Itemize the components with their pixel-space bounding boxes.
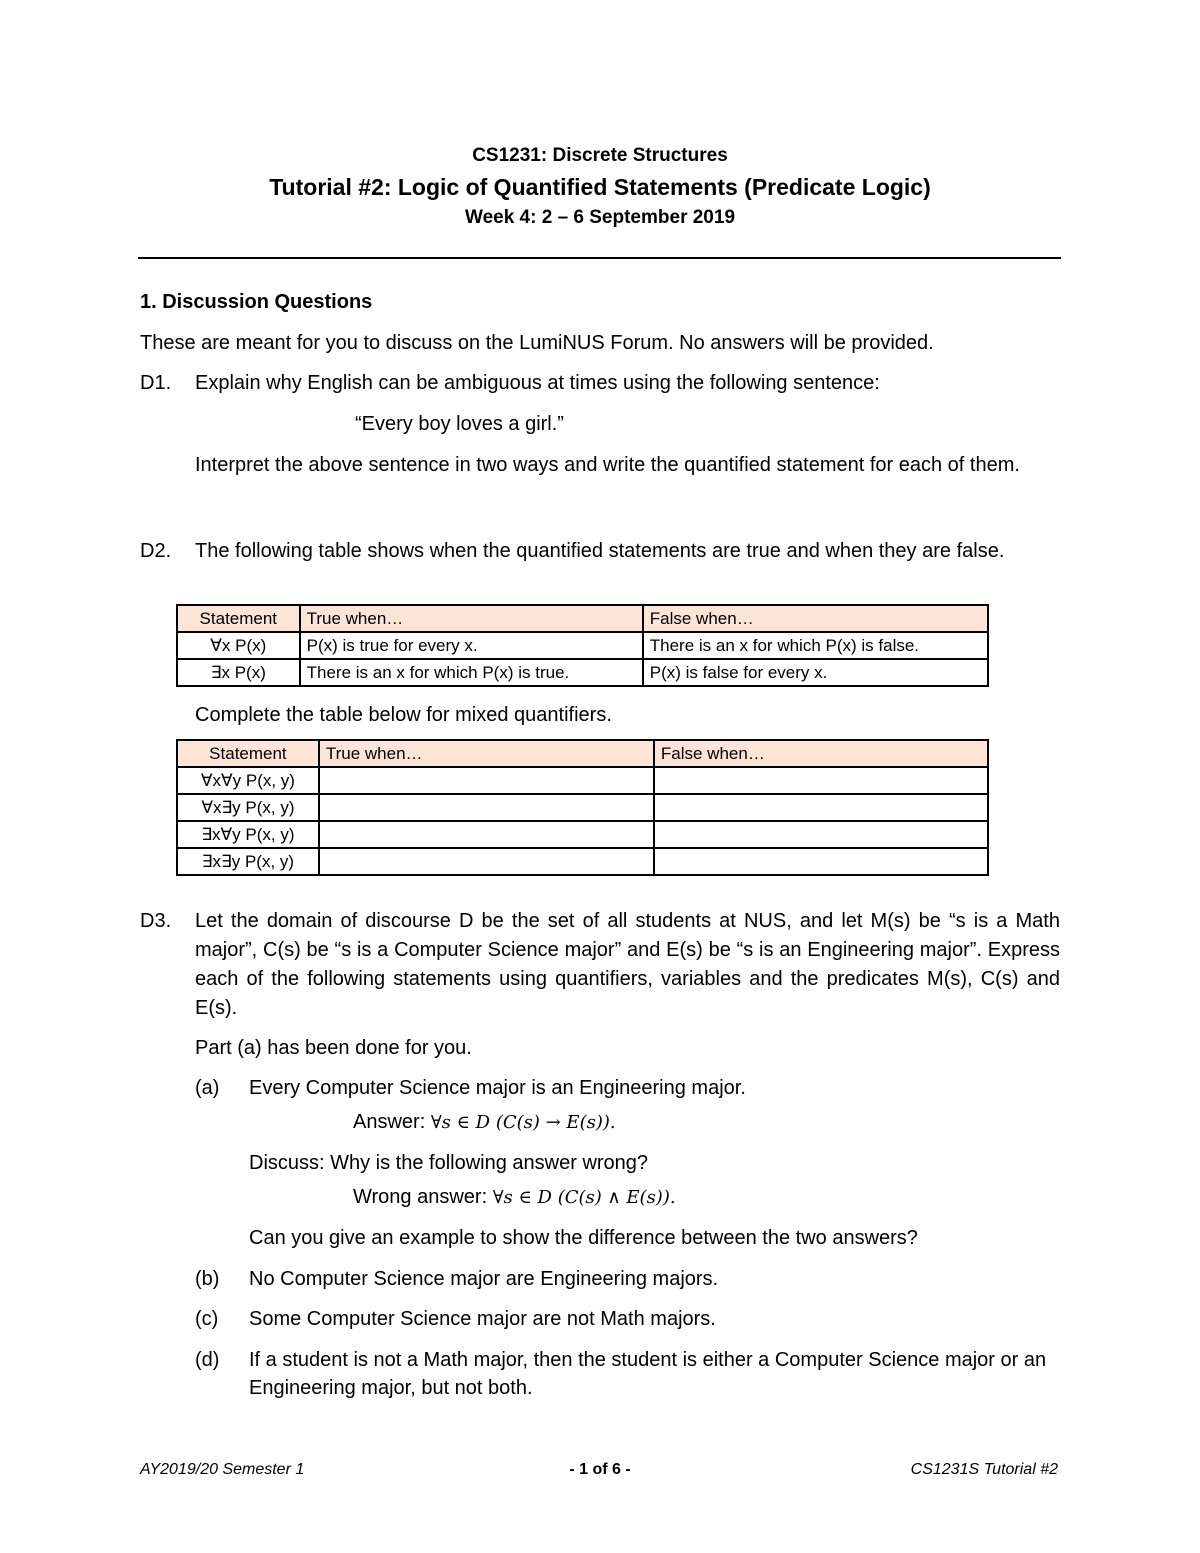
table-cell-true: There is an x for which P(x) is true.: [300, 659, 643, 686]
table-cell-statement: ∃x P(x): [177, 659, 300, 686]
blank-answer-cell[interactable]: [654, 848, 988, 875]
d1-followup: Interpret the above sentence in two ways and write the quantified statement for each of them.: [195, 454, 1020, 476]
table-row: [177, 659, 988, 686]
d3-part-note: Part (a) has been done for you.: [195, 1037, 472, 1059]
blank-answer-cell[interactable]: [654, 821, 988, 848]
footer-course: CS1231S Tutorial #2: [910, 1461, 1058, 1478]
answer-line: [353, 1108, 616, 1137]
wrong-answer-formula: ∀s ∈ D (C(s) ∧ E(s)).: [492, 1187, 676, 1208]
footer-semester: AY2019/20 Semester 1: [140, 1461, 305, 1478]
d2-label: D2.: [140, 540, 172, 562]
discuss-prompt: Discuss: Why is the following answer wrong?: [249, 1152, 649, 1174]
section-intro: These are meant for you to discuss on the LumiNUS Forum. No answers will be provided.: [140, 332, 934, 354]
blank-answer-cell[interactable]: [319, 794, 654, 821]
table-row: [177, 794, 988, 821]
table-header-cell: True when…: [319, 740, 654, 767]
table-header-row: [177, 605, 988, 632]
d3-d-label: (d): [195, 1349, 220, 1371]
d1-text: Explain why English can be ambiguous at times using the following sentence:: [195, 372, 880, 394]
table-row: [177, 632, 988, 659]
d3-b-text: No Computer Science major are Engineering majors.: [249, 1268, 719, 1290]
d3-text: Let the domain of discourse D be the set of all students at NUS, and let M(s) be “s is a Math major”, C(s) be “s is a Computer Science major” and E(s) be “s is an Engineering major”. Express each of the following statements using quantifiers, variables and the predicates M(s), C(s) and E(s).: [195, 910, 1060, 1019]
table-row: [177, 848, 988, 875]
d3-a-label: (a): [195, 1077, 220, 1099]
table-row: [177, 821, 988, 848]
mixed-quantifier-table: [176, 739, 989, 876]
d3-c-text: Some Computer Science major are not Math majors.: [249, 1308, 716, 1330]
d3-b-label: (b): [195, 1268, 220, 1290]
course-title: CS1231: Discrete Structures: [472, 145, 728, 166]
blank-answer-cell[interactable]: [319, 821, 654, 848]
table-cell-statement: ∀x P(x): [177, 632, 300, 659]
d3-d-text: If a student is not a Math major, then the student is either a Computer Science major or an Engineering major, but not both.: [249, 1349, 1047, 1399]
table-cell-false: There is an x for which P(x) is false.: [643, 632, 988, 659]
section-heading: 1. Discussion Questions: [140, 291, 373, 313]
blank-answer-cell[interactable]: [654, 794, 988, 821]
d1-label: D1.: [140, 372, 172, 394]
table-cell-statement: ∃x∀y P(x, y): [177, 821, 319, 848]
table-header-cell: False when…: [654, 740, 988, 767]
table-header-row: [177, 740, 988, 767]
table-cell-statement: ∃x∃y P(x, y): [177, 848, 319, 875]
tutorial-title: Tutorial #2: Logic of Quantified Statements (Predicate Logic): [269, 174, 931, 200]
table-cell-true: P(x) is true for every x.: [300, 632, 643, 659]
d2-text: The following table shows when the quantified statements are true and when they are false.: [195, 540, 1005, 562]
table-header-cell: Statement: [177, 740, 319, 767]
answer-label: Answer:: [353, 1111, 431, 1133]
blank-answer-cell[interactable]: [654, 767, 988, 794]
d2-complete-instruction: Complete the table below for mixed quantifiers.: [195, 704, 612, 726]
table-header-cell: Statement: [177, 605, 300, 632]
d3-a-text: Every Computer Science major is an Engineering major.: [249, 1077, 746, 1099]
blank-answer-cell[interactable]: [319, 767, 654, 794]
table-cell-false: P(x) is false for every x.: [643, 659, 988, 686]
wrong-answer-line: [353, 1183, 676, 1212]
table-header-cell: False when…: [643, 605, 988, 632]
example-question: Can you give an example to show the difference between the two answers?: [249, 1227, 918, 1249]
page-number: - 1 of 6 -: [569, 1461, 631, 1478]
wrong-answer-label: Wrong answer:: [353, 1186, 493, 1208]
table-cell-statement: ∀x∀y P(x, y): [177, 767, 319, 794]
table-row: [177, 767, 988, 794]
blank-answer-cell[interactable]: [319, 848, 654, 875]
week-line: Week 4: 2 – 6 September 2019: [464, 207, 736, 228]
quantifier-table: [176, 604, 989, 687]
d3-c-label: (c): [195, 1308, 219, 1330]
table-header-cell: True when…: [300, 605, 643, 632]
d1-quote: “Every boy loves a girl.”: [355, 413, 564, 435]
table-cell-statement: ∀x∃y P(x, y): [177, 794, 319, 821]
d3-label: D3.: [140, 910, 172, 932]
answer-formula: ∀s ∈ D (C(s) → E(s)).: [430, 1112, 616, 1133]
header-divider: [138, 257, 1061, 259]
